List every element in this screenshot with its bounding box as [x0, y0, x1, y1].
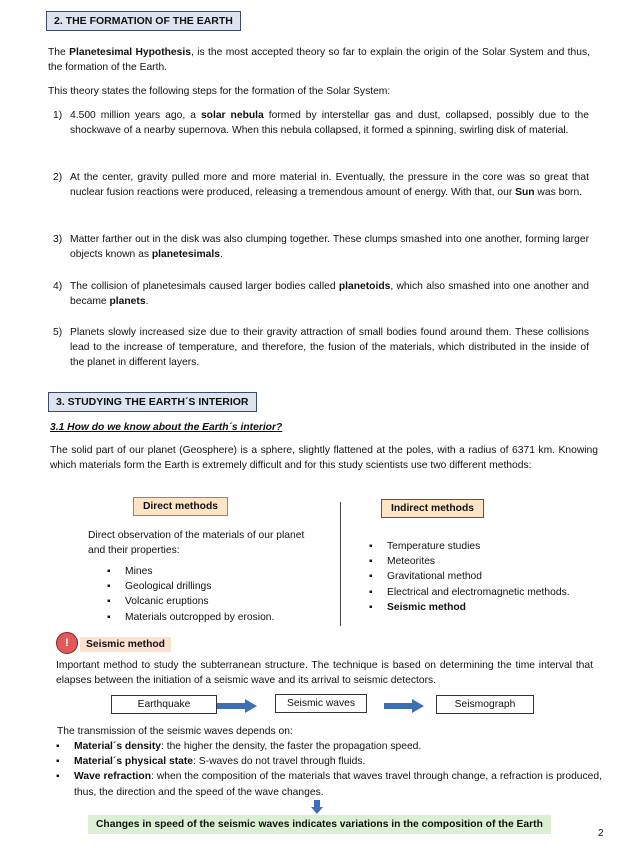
- transmission-factors-list: [56, 739, 602, 800]
- list-item: ▪ Seismic method: [369, 600, 570, 615]
- intro-paragraph-2: This theory states the following steps for the formation of the Solar System:: [48, 86, 391, 97]
- list-item: ▪ Material´s physical state: S-waves do not travel through fluids.: [56, 754, 602, 769]
- list-item: ▪ Temperature studies: [369, 539, 570, 554]
- step-item: 4) The collision of planetesimals caused larger bodies called planetoids, which also smashed into one another and became planets.: [53, 281, 589, 307]
- step-item: 2) At the center, gravity pulled more and more material in. Eventually, the pressure in the core was so great that nuclear fusion reactions were produced, releasing a tremendous amount of energy. With that, our Sun was born.: [53, 172, 589, 198]
- step-item: 3) Matter farther out in the disk was also clumping together. These clumps smashed into one another, forming larger objects known as planetesimals.: [53, 234, 589, 260]
- list-item: ▪ Volcanic eruptions: [107, 594, 274, 609]
- flow-arrow-icon: [217, 699, 257, 713]
- seismic-method-label: Seismic method: [80, 637, 171, 652]
- indirect-methods-list: [369, 539, 570, 615]
- intro-paragraph: The Planetesimal Hypothesis, is the most accepted theory so far to explain the origin of the Solar System and thus, the formation of the Earth.: [48, 47, 590, 73]
- section-heading-interior: 3. STUDYING THE EARTH´S INTERIOR: [48, 392, 257, 412]
- list-item: ▪ Mines: [107, 564, 274, 579]
- flow-box-seismograph: Seismograph: [436, 695, 534, 714]
- page-number: 2: [598, 828, 604, 839]
- seismic-method-description: Important method to study the subterranean structure. The technique is based on determining the time interval that elapses between the initiation of a seismic wave and its arrival to seismic detectors.: [56, 660, 593, 686]
- direct-methods-label: Direct methods: [133, 497, 228, 516]
- list-item: ▪ Wave refraction: when the composition of the materials that waves travel through change, a refraction is produced, thus, the direction and the speed of the wave changes.: [56, 769, 602, 799]
- list-item: ▪ Geological drillings: [107, 579, 274, 594]
- indirect-methods-label: Indirect methods: [381, 499, 484, 518]
- list-item: ▪ Electrical and electromagnetic methods.: [369, 585, 570, 600]
- flow-arrow-icon: [384, 699, 424, 713]
- list-item: ▪ Materials outcropped by erosion.: [107, 610, 274, 625]
- subsection-title: 3.1 How do we know about the Earth´s interior?: [50, 422, 283, 433]
- transmission-intro: The transmission of the seismic waves depends on:: [57, 726, 293, 737]
- column-divider: [340, 502, 341, 626]
- down-arrow-icon: [311, 800, 323, 814]
- list-item: ▪ Meteorites: [369, 554, 570, 569]
- step-item: 1) 4.500 million years ago, a solar nebula formed by interstellar gas and dust, collapsed, possibly due to the shockwave of a nearby supernova. When this nebula collapsed, it formed a spinning, swirling disk of material.: [53, 110, 589, 136]
- section-heading-formation: 2. THE FORMATION OF THE EARTH: [46, 11, 241, 31]
- flow-box-seismic-waves: Seismic waves: [275, 694, 367, 713]
- step-item: 5) Planets slowly increased size due to their gravity attraction of small bodies found around them. These collisions lead to the increase of temperature, and therefore, the fusion of the materials, which distributed in the inside of the planet in different layers.: [53, 327, 589, 368]
- conclusion-box: Changes in speed of the seismic waves indicates variations in the composition of the Earth: [88, 815, 551, 834]
- flow-box-earthquake: Earthquake: [111, 695, 217, 714]
- direct-methods-list: [107, 564, 274, 625]
- alert-icon: !: [56, 632, 78, 654]
- geosphere-paragraph: The solid part of our planet (Geosphere) is a sphere, slightly flattened at the poles, with a radius of 6371 km. Knowing which materials form the Earth is extremely difficult and for this study scientists use two different methods:: [50, 445, 598, 471]
- direct-methods-description: Direct observation of the materials of our planet and their properties:: [88, 530, 305, 556]
- list-item: ▪ Gravitational method: [369, 569, 570, 584]
- list-item: ▪ Material´s density: the higher the density, the faster the propagation speed.: [56, 739, 602, 754]
